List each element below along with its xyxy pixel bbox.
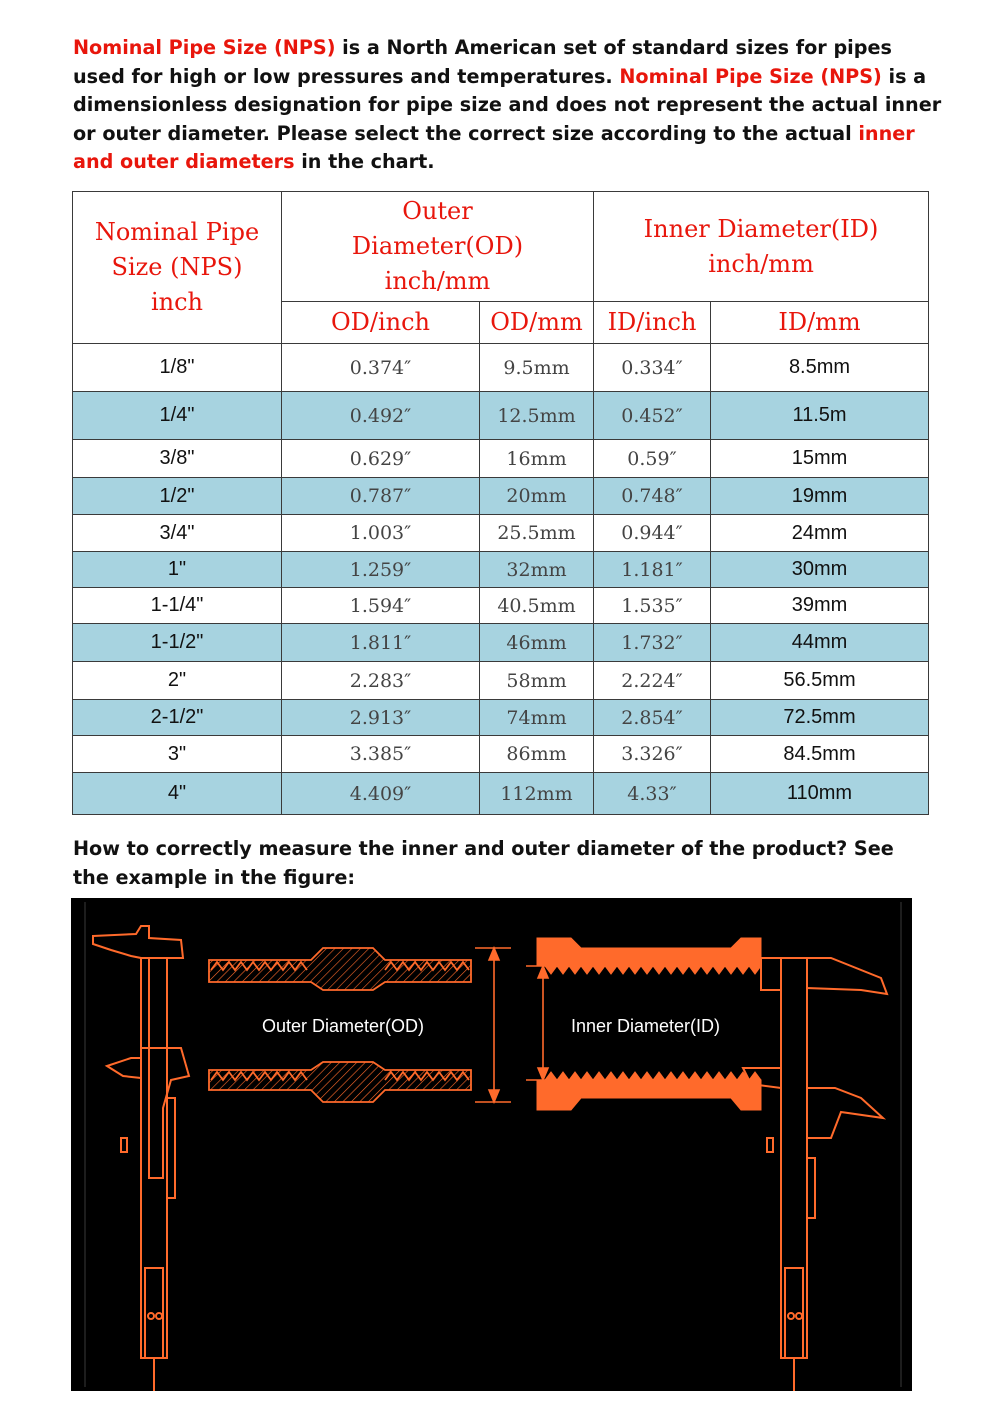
od-inch-cell: 0.787″ xyxy=(282,478,480,515)
id-inch-cell: 0.59″ xyxy=(594,440,711,478)
table-row xyxy=(73,624,929,662)
id-inch-cell: 1.181″ xyxy=(594,552,711,588)
nps-cell: 3" xyxy=(73,736,282,773)
table-row xyxy=(73,588,929,624)
nps-cell: 2-1/2" xyxy=(73,700,282,736)
od-mm-cell: 74mm xyxy=(480,700,594,736)
table-body xyxy=(73,344,929,815)
header-id-inch: ID/inch xyxy=(594,302,711,344)
header-nps: Nominal Pipe Size (NPS) inch xyxy=(73,192,282,344)
id-inch-cell: 3.326″ xyxy=(594,736,711,773)
id-mm-cell: 11.5m xyxy=(711,392,929,440)
table-row xyxy=(73,700,929,736)
nps-cell: 1-1/2" xyxy=(73,624,282,662)
od-mm-cell: 25.5mm xyxy=(480,515,594,552)
nps-cell: 1/8" xyxy=(73,344,282,392)
od-dimension-arrow xyxy=(475,948,511,1102)
id-inch-cell: 1.732″ xyxy=(594,624,711,662)
right-caliper xyxy=(743,958,887,1391)
pipe-size-table xyxy=(72,191,929,815)
caliper-illustration xyxy=(71,898,912,1391)
od-inch-cell: 1.594″ xyxy=(282,588,480,624)
id-inch-cell: 0.334″ xyxy=(594,344,711,392)
header-od-inch: OD/inch xyxy=(282,302,480,344)
id-mm-cell: 15mm xyxy=(711,440,929,478)
id-mm-cell: 110mm xyxy=(711,773,929,815)
od-inch-cell: 1.003″ xyxy=(282,515,480,552)
inner-diameter-label: Inner Diameter(ID) xyxy=(571,1016,721,1036)
header-outer-diameter: Outer Diameter(OD) inch/mm xyxy=(282,192,594,302)
id-mm-cell: 56.5mm xyxy=(711,662,929,700)
od-inch-cell: 0.629″ xyxy=(282,440,480,478)
id-mm-cell: 8.5mm xyxy=(711,344,929,392)
od-mm-cell: 40.5mm xyxy=(480,588,594,624)
table-row xyxy=(73,552,929,588)
table-row xyxy=(73,736,929,773)
nps-cell: 1" xyxy=(73,552,282,588)
od-inch-cell: 3.385″ xyxy=(282,736,480,773)
od-inch-cell: 0.492″ xyxy=(282,392,480,440)
caliper-figure xyxy=(71,898,912,1391)
table-row xyxy=(73,392,929,440)
id-inch-cell: 0.452″ xyxy=(594,392,711,440)
header-inner-diameter: Inner Diameter(ID) inch/mm xyxy=(594,192,929,302)
id-inch-cell: 1.535″ xyxy=(594,588,711,624)
nps-cell: 1-1/4" xyxy=(73,588,282,624)
intro-text-2: is a dimensionless designation for pipe size and does not represent the actual inner or outer diameter. Please select the correct size according to the actual xyxy=(73,64,942,145)
intro-highlight-diameters: inner and outer diameters xyxy=(73,121,915,173)
table-row xyxy=(73,344,929,392)
od-mm-cell: 86mm xyxy=(480,736,594,773)
left-caliper xyxy=(93,926,189,1391)
id-inch-cell: 2.224″ xyxy=(594,662,711,700)
measurement-question: How to correctly measure the inner and outer diameter of the product? See the example in the figure: xyxy=(73,837,894,889)
table-row xyxy=(73,440,929,478)
intro-highlight-nps-2: Nominal Pipe Size (NPS) xyxy=(619,64,882,88)
od-inch-cell: 1.259″ xyxy=(282,552,480,588)
id-inch-cell: 2.854″ xyxy=(594,700,711,736)
id-mm-cell: 39mm xyxy=(711,588,929,624)
od-inch-cell: 4.409″ xyxy=(282,773,480,815)
intro-text-1: is a North American set of standard sizes for pipes used for high or low pressures and temperatures. xyxy=(73,36,892,88)
id-mm-cell: 30mm xyxy=(711,552,929,588)
id-mm-cell: 24mm xyxy=(711,515,929,552)
header-id-mm: ID/mm xyxy=(711,302,929,344)
od-mm-cell: 9.5mm xyxy=(480,344,594,392)
nps-cell: 3/4" xyxy=(73,515,282,552)
nps-cell: 1/4" xyxy=(73,392,282,440)
nps-cell: 3/8" xyxy=(73,440,282,478)
od-mm-cell: 112mm xyxy=(480,773,594,815)
table-row xyxy=(73,515,929,552)
od-mm-cell: 32mm xyxy=(480,552,594,588)
intro-highlight-nps-1: Nominal Pipe Size (NPS) xyxy=(73,36,336,59)
header-od-mm: OD/mm xyxy=(480,302,594,344)
table-row xyxy=(73,662,929,700)
table-row xyxy=(73,773,929,815)
id-inch-cell: 4.33″ xyxy=(594,773,711,815)
od-inch-cell: 2.283″ xyxy=(282,662,480,700)
od-mm-cell: 20mm xyxy=(480,478,594,515)
id-mm-cell: 84.5mm xyxy=(711,736,929,773)
id-inch-cell: 0.944″ xyxy=(594,515,711,552)
nps-cell: 1/2" xyxy=(73,478,282,515)
table-row xyxy=(73,478,929,515)
od-mm-cell: 16mm xyxy=(480,440,594,478)
od-mm-cell: 46mm xyxy=(480,624,594,662)
id-mm-cell: 19mm xyxy=(711,478,929,515)
nps-cell: 2" xyxy=(73,662,282,700)
id-mm-cell: 72.5mm xyxy=(711,700,929,736)
id-dimension-arrow xyxy=(526,966,561,1080)
od-mm-cell: 58mm xyxy=(480,662,594,700)
outer-diameter-label: Outer Diameter(OD) xyxy=(262,1016,425,1036)
od-inch-cell: 1.811″ xyxy=(282,624,480,662)
od-mm-cell: 12.5mm xyxy=(480,392,594,440)
od-inch-cell: 2.913″ xyxy=(282,700,480,736)
id-inch-cell: 0.748″ xyxy=(594,478,711,515)
intro-text-3: in the chart. xyxy=(294,150,435,173)
od-inch-cell: 0.374″ xyxy=(282,344,480,392)
nps-cell: 4" xyxy=(73,773,282,815)
intro-paragraph xyxy=(73,34,943,177)
id-mm-cell: 44mm xyxy=(711,624,929,662)
